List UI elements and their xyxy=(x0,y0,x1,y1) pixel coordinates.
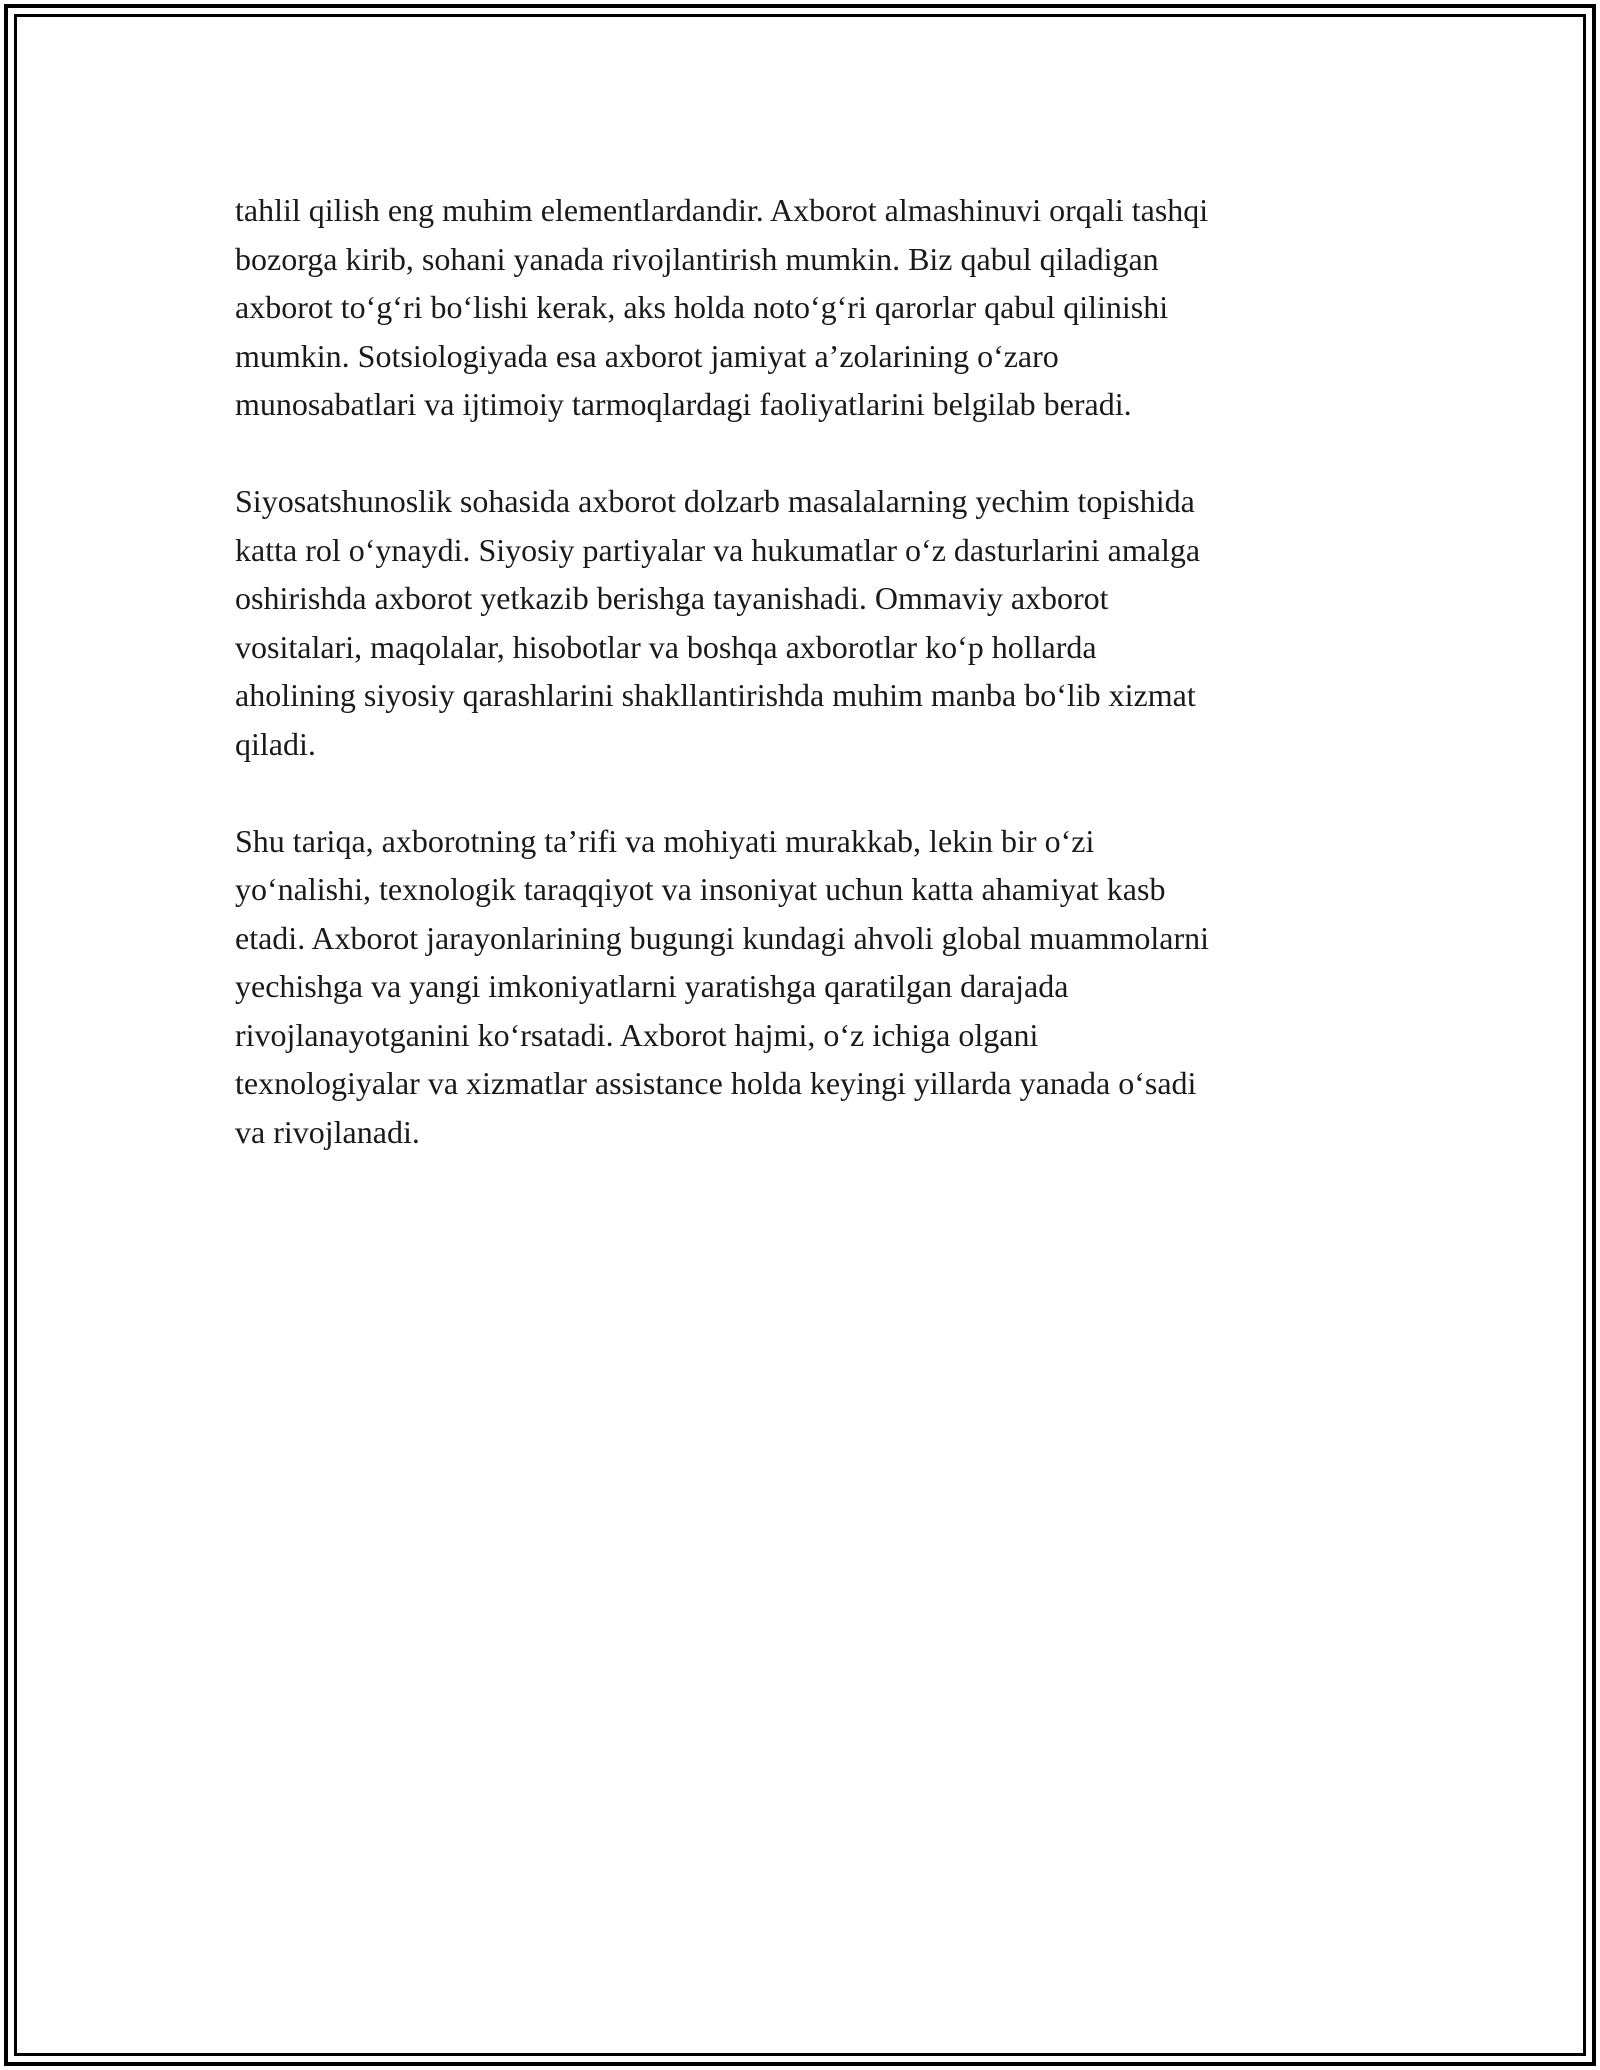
text-line: bozorga kirib, sohani yanada rivojlantirish mumkin. Biz qabul qiladigan xyxy=(235,240,1159,277)
text-line: rivojlanayotganini ko‘rsatadi. Axborot hajmi, o‘z ichiga olgani xyxy=(235,1016,1039,1053)
text-line: qiladi. xyxy=(235,725,316,762)
text-line: yechishga va yangi imkoniyatlarni yaratishga qaratilgan darajada xyxy=(235,968,1069,1004)
text-line: texnologiyalar va xizmatlar assistance holda keyingi yillarda yanada o‘sadi xyxy=(235,1065,1197,1101)
text-line: va rivojlanadi. xyxy=(235,1113,420,1150)
text-line: munosabatlari va ijtimoiy tarmoqlardagi faoliyatlarini belgilab beradi. xyxy=(235,386,1132,422)
text-line: tahlil qilish eng muhim elementlardandir. Axborot almashinuvi orqali tashqi xyxy=(235,192,1209,228)
text-line: Siyosatshunoslik sohasida axborot dolzarb masalalarning yechim topishida xyxy=(235,483,1195,519)
text-line: mumkin. Sotsiologiyada esa axborot jamiyat a’zolarining o‘zaro xyxy=(235,337,1059,374)
paragraph-2 xyxy=(235,477,1365,768)
document-body xyxy=(235,186,1365,1205)
paragraph-1 xyxy=(235,186,1365,429)
text-line: axborot to‘g‘ri bo‘lishi kerak, aks holda noto‘g‘ri qarorlar qabul qilinishi xyxy=(235,289,1169,325)
paragraph-3 xyxy=(235,817,1365,1157)
text-line: oshirishda axborot yetkazib berishga tayanishadi. Ommaviy axborot xyxy=(235,580,1109,616)
text-line: etadi. Axborot jarayonlarining bugungi kundagi ahvoli global muammolarni xyxy=(235,919,1210,956)
text-line: aholining siyosiy qarashlarini shakllantirishda muhim manba bo‘lib xizmat xyxy=(235,677,1196,713)
text-line: yo‘nalishi, texnologik taraqqiyot va insoniyat uchun katta ahamiyat kasb xyxy=(235,871,1166,907)
text-line: katta rol o‘ynaydi. Siyosiy partiyalar va hukumatlar o‘z dasturlarini amalga xyxy=(235,531,1201,568)
text-line: vositalari, maqolalar, hisobotlar va boshqa axborotlar ko‘p hollarda xyxy=(235,628,1097,665)
text-line: Shu tariqa, axborotning ta’rifi va mohiyati murakkab, lekin bir o‘zi xyxy=(235,822,1095,859)
